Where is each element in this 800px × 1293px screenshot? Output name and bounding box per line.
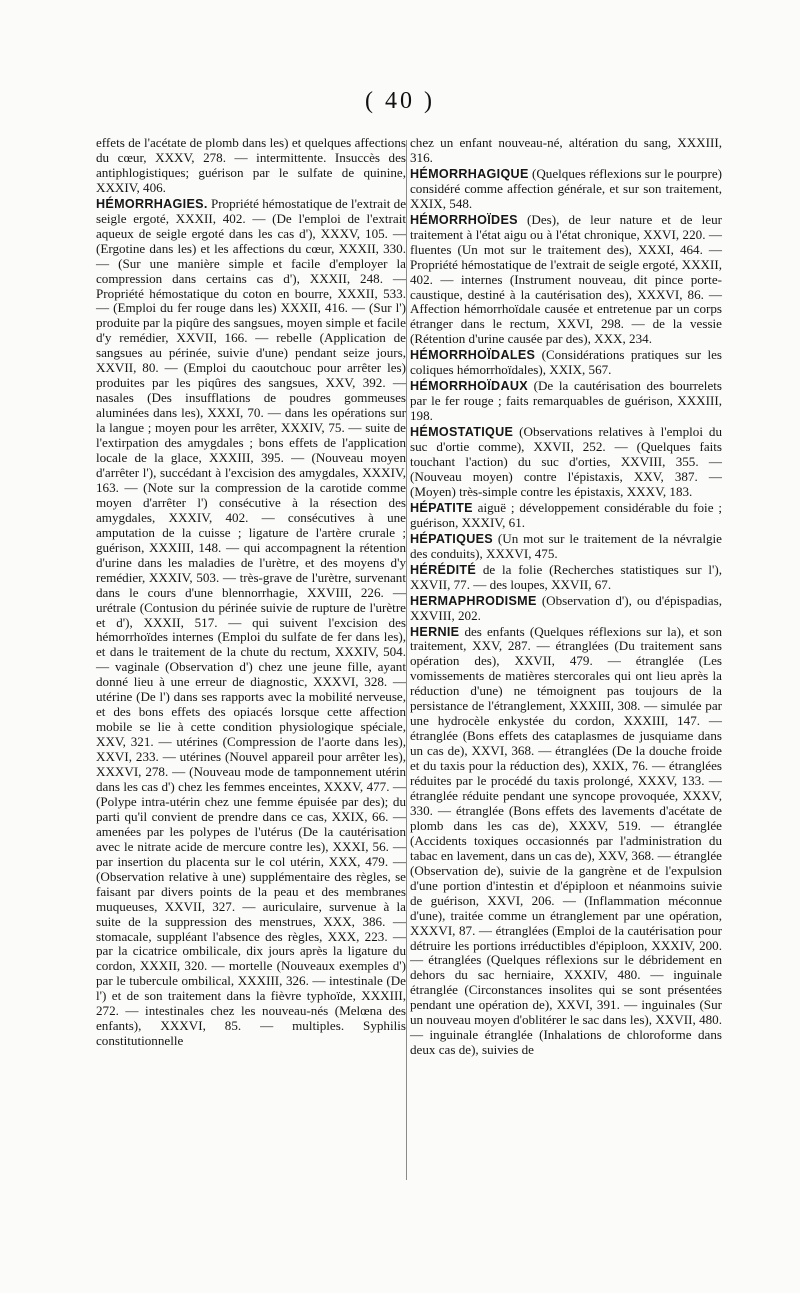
- entry-text: (Un mot sur le traitement de la névralgie des conduits), XXXVI, 475.: [410, 530, 722, 561]
- entry-text: (Observation d'), ou d'épispadias, XXVIII, 202.: [410, 592, 722, 623]
- entry: [410, 594, 722, 624]
- entry-headword: HÉPATITE: [410, 500, 473, 515]
- entry: [96, 197, 406, 1049]
- entry-text: (De la cautérisation des bourrelets par le fer rouge ; faits remarquables de guérison, XXXIII, 198.: [410, 378, 722, 424]
- entry-text: chez un enfant nouveau-né, altération du sang, XXXIII, 316.: [410, 135, 722, 165]
- entry-headword: HÉMORRHOÏDAUX: [410, 379, 528, 394]
- entry-headword: HERNIE: [410, 624, 460, 639]
- entry: [96, 136, 406, 196]
- entry: [410, 501, 722, 531]
- entry-headword: HÉPATIQUES: [410, 531, 494, 546]
- entry: [410, 425, 722, 500]
- entry-headword: HÉMOSTATIQUE: [410, 425, 514, 440]
- entry-text: effets de l'acétate de plomb dans les) et quelques affections du cœur, XXXV, 278. — intermittente. Insuccès des antiphlogistiques; guérison par le sulfate de quinine, XXXIV, 406.: [96, 135, 406, 195]
- entry: [410, 213, 722, 348]
- entry-text: aiguë ; développement considérable du foie ; guérison, XXXIV, 61.: [410, 499, 722, 530]
- entry-text: (Des), de leur nature et de leur traitement à l'état aigu ou à l'état chronique, XXVI, 220. — fluentes (Un mot sur le traitement des), XXXI, 464. — Propriété hémostatique de l'extrait de seigle ergoté, XXXII, 402. — internes (Instrument nouveau, dit pince porte-caustique, destiné à la cautérisation des), XXXVI, 86. — Affection hémorrhoïdale causée et entretenue par un corps étranger dans le rectum, XXVI, 298. — de la vessie (Rétention d'urine causée par des), XXX, 234.: [410, 211, 722, 347]
- entry-headword: HERMAPHRODISME: [410, 593, 537, 608]
- entry-headword: HÉRÉDITÉ: [410, 562, 477, 577]
- entry-headword: HÉMORRHAGIES.: [96, 196, 208, 211]
- entry: [410, 167, 722, 212]
- entry: [410, 136, 722, 166]
- entry-text: (Observations relatives à l'emploi du suc d'ortie comme), XXVII, 252. — (Quelques faits touchant l'action) du suc d'orties, XXVIII, 355. — (Nouveau moyen) contre l'épistaxis, XXV, 387. — (Moyen) très-simple contre les épistaxis, XXXV, 183.: [410, 424, 722, 499]
- entry-text: de la folie (Recherches statistiques sur l'), XXVII, 77. — des loupes, XXVII, 67.: [410, 561, 722, 592]
- entry: [410, 348, 722, 378]
- column-divider: [406, 140, 407, 1180]
- entry: [410, 532, 722, 562]
- left-column: [96, 136, 406, 1050]
- page-number: ( 40 ): [365, 88, 435, 114]
- entry-text: des enfants (Quelques réflexions sur la), et son traitement, XXV, 287. — étranglées (Du traitement sans opération des), XXVII, 479. — étranglée (Les vomissements de matières stercorales qui ont lieu après la réduction d'une) ne témoignent pas toujours de la persistance de l'étranglement, XXXIII, 308. — simulée par une hydrocèle enkystée du cordon, XXXIII, 147. — étranglée (Bons effets des cataplasmes de jusquiame dans un cas de), XXVI, 368. — étranglées (De la douche froide et du taxis pour la réduction des), XXIX, 76. — étranglées réduites par le procédé du taxis prolongé, XXXV, 133. — étranglée réduite pendant une syncope provoquée, XXXV, 330. — étranglée (Bons effets des lavements d'acétate de plomb dans les cas de), XXXV, 519. — étranglée (Accidents toxiques occasionnés par l'administration du tabac en lavement, dans un cas de), XXV, 368. — étranglée (Observation de), suivie de la gangrène et de l'expulsion d'une portion d'intestin et d'épiploon et néanmoins suivie de guérison, XXVI, 206. — (Inflammation méconnue d'une), traitée comme un étranglement par une opération, XXXVI, 87. — étranglées (Emploi de la cautérisation pour détruire les portions irréductibles d'épiploon, XXXIV, 200. — étranglées (Quelques réflexions sur le débridement en dehors du sac herniaire, XXXIV, 480. — inguinale étranglée (Circonstances insolites qui se sont présentées pendant une opération de), XXVI, 391. — inguinales (Sur un nouveau moyen d'oblitérer le sac dans les), XXVII, 480. — inguinale étranglée (Inhalations de chloroforme dans deux cas de), suivies de: [410, 623, 722, 1058]
- entry: [410, 379, 722, 424]
- entry: [410, 625, 722, 1059]
- right-column: [410, 136, 722, 1059]
- entry-headword: HÉMORRHOÏDES: [410, 212, 518, 227]
- entry-text: (Quelques réflexions sur le pourpre) considéré comme affection générale, et sur son traitement, XXIX, 548.: [410, 165, 722, 211]
- entry-text: Propriété hémostatique de l'extrait de seigle ergoté, XXXII, 402. — (De l'emploi de l'extrait aqueux de seigle ergoté dans les cas d'), XXXV, 105. — (Ergotine dans les) et les affections du cœur, XXXII, 330. — (Sur une manière simple et facile d'employer la compression dans certains cas d'), XXXII, 248. — Propriété hémostatique du coton en bourre, XXXII, 533. — (Emploi du fer rouge dans les) XXXII, 416. — (Sur l') produite par la piqûre des sangsues, moyen simple et facile d'y remédier, XXVII, 166. — rebelle (Application de sangsues au périnée, suivie d'une) pendant seize jours, XXVII, 80. — (Emploi du caoutchouc pour arrêter les) produites par les piqûres des sangsues, XXV, 392. — nasales (Des insufflations de poudres gommeuses aluminées dans les), XXXI, 70. — dans les opérations sur la langue ; moyen pour les arrêter, XXXIV, 75. — suite de l'extirpation des amygdales ; bons effets de l'application locale de la glace, XXXIII, 395. — (Nouveau moyen d'arrêter l'), succédant à l'excision des amygdales, XXXIV, 163. — (Note sur la compression de la carotide comme moyen d'arrêter l') consécutive à la résection des amygdales, XXXIV, 402. — consécutives à une amputation de la cuisse ; ligature de l'artère crurale ; guérison, XXXIII, 148. — qui accompagnent la rétention d'urine dans les maladies de l'urètre, et des moyens d'y remédier, XXXIV, 503. — très-grave de l'urètre, survenant dans le cours d'une blennorrhagie, XXVIII, 226. — urétrale (Contusion du périnée suivie de rupture de l'urètre et d'), XXXII, 517. — qui suivent l'excision des hémorrhoïdes internes (Emploi du sulfate de fer dans les), et dans le traitement de la chute du rectum, XXXIV, 504. — vaginale (Observation d') chez une jeune fille, ayant donné lieu à une erreur de diagnostic, XXXVI, 328. — utérine (De l') dans ses rapports avec la mobilité nerveuse, et des bons effets des opiacés lorsque cette affection mobile se lie à cette condition physiologique spéciale, XXV, 321. — utérines (Compression de l'aorte dans les), XXVI, 233. — utérines (Nouvel appareil pour arrêter les), XXXVI, 278. — (Nouveau mode de tamponnement utérin dans les cas d') chez les femmes enceintes, XXXV, 477. — (Polype intra-utérin chez une femme épuisée par des); du parti qu'il convient de prendre dans ce cas, XXIX, 66. — amenées par les polypes de l'utérus (De la cautérisation avec le nitrate acide de mercure contre les), XXXI, 56. — par insertion du placenta sur le col utérin, XXX, 479. — (Observation relative à une) supplémentaire des règles, se faisant par divers points de la peau et des membranes muqueuses, XXVII, 327. — auriculaire, survenue à la suite de la suppression des menstrues, XXX, 386. — stomacale, suppléant l'absence des règles, XXX, 223. — par la cicatrice ombilicale, dix jours après la ligature du cordon, XXXII, 320. — mortelle (Nouveaux exemples d') par le tubercule ombilical, XXXIII, 326. — intestinale (De l') et de son traitement dans la fièvre typhoïde, XXXIII, 272. — intestinales chez les nouveau-nés (Melœna des enfants), XXXVI, 85. — multiples. Syphilis constitutionnelle: [96, 195, 407, 1049]
- entry-text: (Considérations pratiques sur les coliques hémorrhoïdales), XXIX, 567.: [410, 347, 722, 378]
- entry-headword: HÉMORRHOÏDALES: [410, 348, 536, 363]
- entry: [410, 563, 722, 593]
- entry-headword: HÉMORRHAGIQUE: [410, 166, 529, 181]
